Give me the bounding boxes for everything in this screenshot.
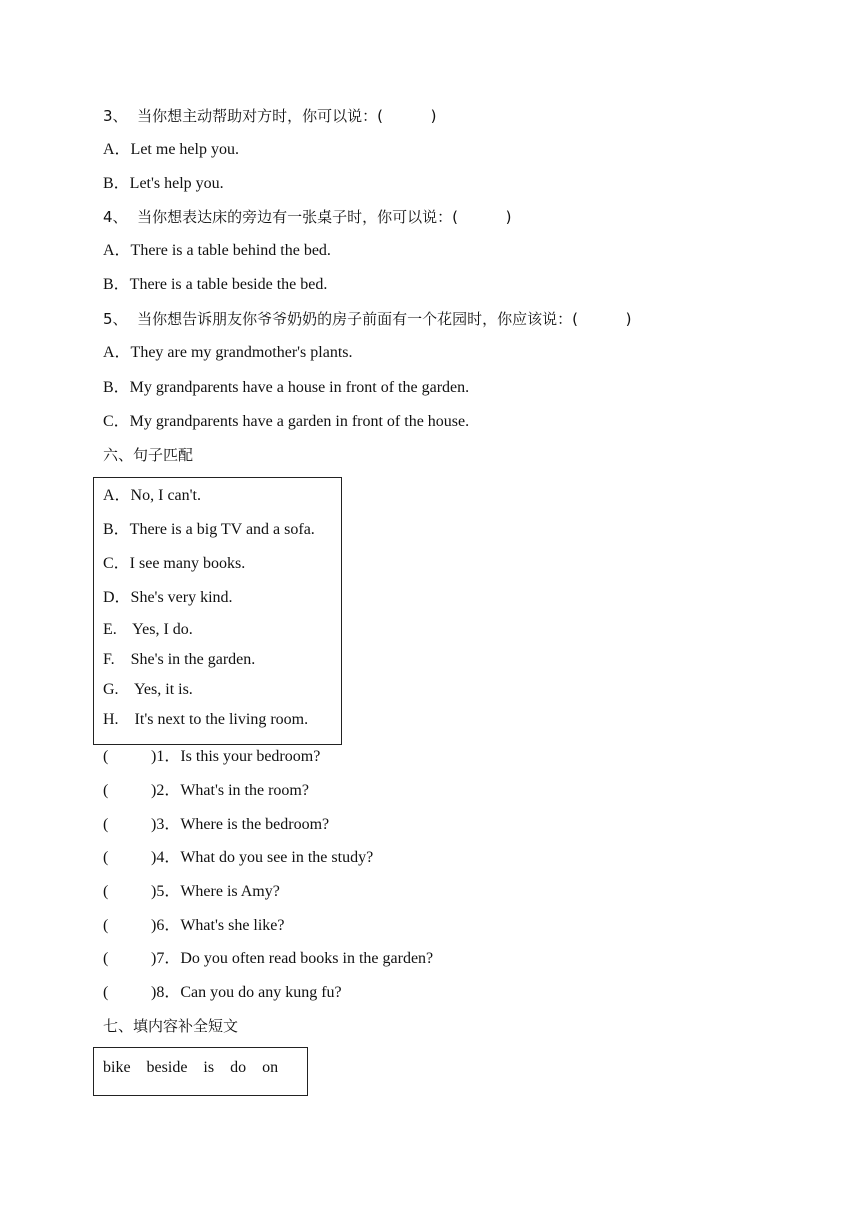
- answer-blank-close: ): [151, 883, 157, 900]
- answer-blank-paren: (: [103, 748, 109, 765]
- question-4-option-b: B．There is a table beside the bed.: [103, 276, 328, 293]
- question-3-prompt: 3、 当你想主动帮助对方时，你可以说：( ): [103, 107, 437, 125]
- choice-h: H. It's next to the living room.: [103, 711, 309, 728]
- question-4-prompt: 4、 当你想表达床的旁边有一张桌子时，你可以说：( ): [103, 208, 512, 226]
- answer-blank-paren: (: [103, 782, 109, 799]
- answer-blank-paren: (: [103, 984, 109, 1001]
- answer-blank-close: ): [151, 950, 157, 967]
- question-3-option-a: A．Let me help you.: [103, 141, 239, 158]
- choice-a: A．No, I can't.: [103, 487, 201, 504]
- match-item: [103, 882, 280, 902]
- match-item: [103, 949, 433, 969]
- match-item: [103, 815, 329, 835]
- match-item: [103, 781, 309, 801]
- match-item: [103, 916, 285, 936]
- question-5-option-c: C．My grandparents have a garden in front of the house.: [103, 413, 470, 430]
- match-item-text: 3．Where is the bedroom?: [156, 816, 330, 833]
- question-5-option-a: A．They are my grandmother's plants.: [103, 344, 353, 361]
- match-item-text: 1．Is this your bedroom?: [156, 748, 321, 765]
- answer-blank-close: ): [151, 748, 157, 765]
- choice-c: C．I see many books.: [103, 555, 246, 572]
- match-item: [103, 983, 342, 1003]
- match-item: [103, 747, 320, 767]
- section-6-heading: 六、句子匹配: [103, 446, 194, 464]
- match-item-text: 5．Where is Amy?: [156, 883, 280, 900]
- word-bank: bike beside is do on: [103, 1059, 279, 1076]
- answer-blank-paren: (: [103, 950, 109, 967]
- match-item-text: 6．What's she like?: [156, 917, 285, 934]
- answer-blank-close: ): [151, 917, 157, 934]
- answer-blank-close: ): [151, 782, 157, 799]
- choice-g: G. Yes, it is.: [103, 681, 193, 698]
- match-item-text: 8．Can you do any kung fu?: [156, 984, 342, 1001]
- question-5-prompt: 5、 当你想告诉朋友你爷爷奶奶的房子前面有一个花园时，你应该说：( ): [103, 310, 632, 328]
- answer-blank-paren: (: [103, 816, 109, 833]
- choice-e: E. Yes, I do.: [103, 621, 193, 638]
- answer-blank-paren: (: [103, 917, 109, 934]
- answer-blank-close: ): [151, 984, 157, 1001]
- answer-blank-paren: (: [103, 849, 109, 866]
- choice-d: D．She's very kind.: [103, 589, 233, 606]
- match-item-text: 4．What do you see in the study?: [156, 849, 374, 866]
- answer-choices-box: [93, 477, 342, 745]
- choice-b: B．There is a big TV and a sofa.: [103, 521, 315, 538]
- question-4-option-a: A．There is a table behind the bed.: [103, 242, 331, 259]
- match-item: [103, 848, 373, 868]
- question-5-option-b: B．My grandparents have a house in front of the garden.: [103, 379, 470, 396]
- match-item-text: 7．Do you often read books in the garden?: [156, 950, 434, 967]
- answer-blank-close: ): [151, 816, 157, 833]
- question-3-option-b: B．Let's help you.: [103, 175, 224, 192]
- answer-blank-close: ): [151, 849, 157, 866]
- choice-f: F. She's in the garden.: [103, 651, 256, 668]
- answer-blank-paren: (: [103, 883, 109, 900]
- match-item-text: 2．What's in the room?: [156, 782, 309, 799]
- section-7-heading: 七、填内容补全短文: [103, 1017, 239, 1035]
